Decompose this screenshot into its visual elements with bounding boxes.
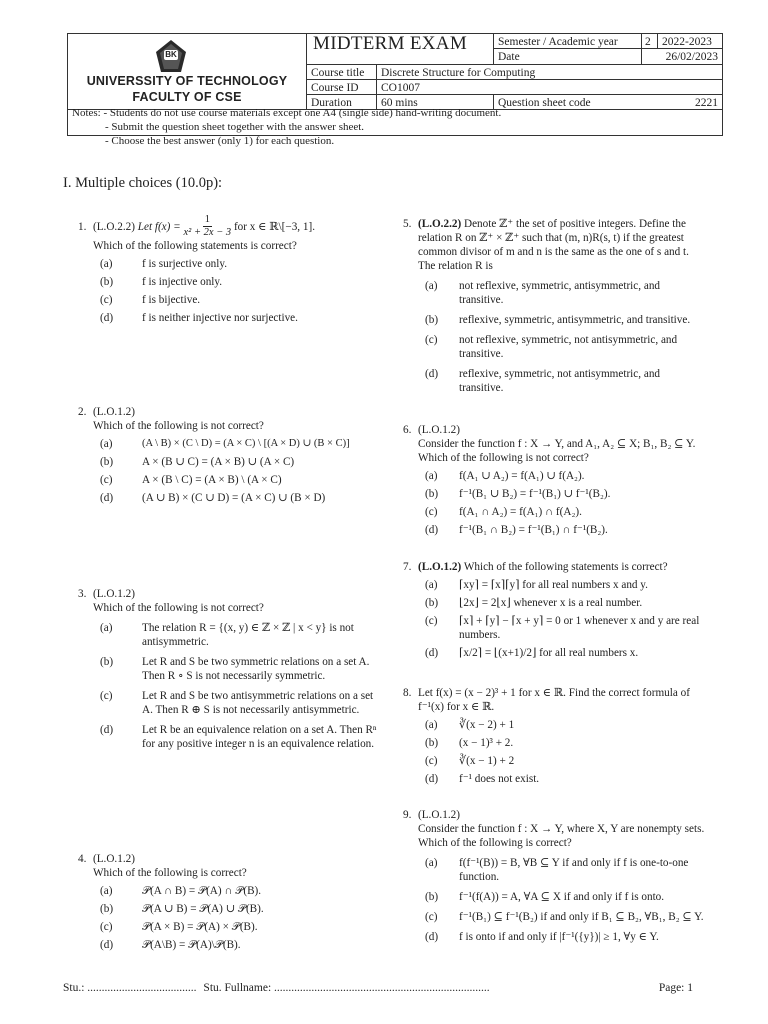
note-line: Notes: - Students do not use course materials except one A4 (single side) hand-writing document.: [72, 107, 502, 119]
option-d: [100, 311, 378, 325]
option-text: f⁻¹ does not exist.: [459, 773, 540, 785]
question-9: [403, 808, 705, 944]
question-3: [78, 587, 378, 751]
question-2: [78, 405, 378, 505]
option-label: (c): [100, 474, 113, 486]
question-stem: Which of the following statements is correct?: [93, 240, 297, 252]
question-number: 5.: [403, 218, 412, 230]
course-title-label: Course title: [306, 64, 376, 79]
question-number: 9.: [403, 809, 412, 821]
question-stem: for x ∈ ℝ\[−3, 1].: [233, 220, 316, 233]
option-text: (A ∪ B) × (C ∪ D) = (A × C) ∪ (B × D): [142, 492, 326, 504]
option-label: (d): [100, 312, 114, 324]
duration-label: Duration: [306, 94, 376, 110]
option-text: f is neither injective nor surjective.: [142, 312, 298, 324]
option-c: [425, 505, 705, 519]
option-label: (c): [100, 921, 113, 933]
option-text: (x − 1)³ + 2.: [459, 737, 514, 749]
question-stem: Denote ℤ⁺ the set of positive integers. Define the relation R on ℤ⁺ × ℤ⁺ such that (m, n)R(s, t) if the greatest common divisor of m and n is the same as the one of s and t. The relation R is: [418, 218, 689, 272]
question-lo: (L.O.1.2): [418, 809, 460, 821]
option-label: (a): [100, 622, 113, 634]
question-stem: Which of the following statements is correct?: [463, 561, 668, 573]
option-text: A × (B ∪ C) = (A × B) ∪ (A × C): [142, 456, 295, 468]
semester-value: 2: [641, 34, 657, 49]
option-b: [425, 736, 705, 750]
option-d: [100, 938, 378, 952]
option-text: f is bijective.: [142, 294, 201, 306]
option-a: [100, 884, 378, 898]
option-label: (a): [425, 579, 438, 591]
option-b: [100, 275, 378, 289]
option-label: (c): [425, 334, 438, 346]
option-b: [425, 313, 705, 327]
option-label: (d): [100, 724, 114, 736]
question-lo: (L.O.1.2): [418, 561, 462, 573]
option-label: (d): [425, 524, 439, 536]
option-label: (b): [100, 276, 114, 288]
option-label: (c): [425, 911, 438, 923]
option-text: A × (B \ C) = (A × B) \ (A × C): [142, 474, 282, 486]
question-lo: (L.O.2.2): [93, 220, 135, 233]
option-label: (b): [425, 891, 439, 903]
option-text: Let R and S be two symmetric relations on a set A. Then R ∘ S is not necessarily symmetric.: [142, 656, 370, 682]
option-text: The relation R = {(x, y) ∈ ℤ × ℤ | x < y} is not antisymmetric.: [142, 622, 354, 648]
option-text: f is surjective only.: [142, 258, 228, 270]
option-label: (b): [425, 314, 439, 326]
option-label: (d): [425, 368, 439, 380]
option-text: ⌈x⌉ + ⌈y⌉ − ⌈x + y⌉ = 0 or 1 whenever x and y are real numbers.: [459, 615, 700, 641]
option-a: [100, 621, 378, 649]
semester-label: Semester / Academic year: [493, 34, 641, 49]
question-4: [78, 852, 378, 952]
student-name-field: Stu. Fullname: ...........................................................................: [203, 982, 490, 994]
question-lo: (L.O.1.2): [93, 853, 135, 865]
option-b: [425, 596, 705, 610]
option-text: 𝒫(A ∪ B) = 𝒫(A) ∪ 𝒫(B).: [142, 903, 264, 915]
question-1: [78, 214, 378, 325]
question-stem: Consider the function f : X → Y, and A₁, A₂ ⊆ X; B₁, B₂ ⊆ Y. Which of the following is not correct?: [418, 438, 696, 464]
question-number: 7.: [403, 561, 412, 573]
option-label: (b): [100, 656, 114, 668]
option-label: (b): [100, 456, 114, 468]
option-a: [425, 279, 705, 307]
option-label: (a): [425, 719, 438, 731]
option-label: (c): [425, 755, 438, 767]
option-text: ∛(x − 2) + 1: [459, 719, 515, 731]
option-c: [425, 333, 705, 361]
question-stem: Which of the following is not correct?: [93, 602, 264, 614]
option-label: (a): [425, 857, 438, 869]
option-a: [425, 856, 705, 884]
question-stem: Let f(x) = (x − 2)³ + 1 for x ∈ ℝ. Find the correct formula of f⁻¹(x) for x ∈ ℝ.: [418, 687, 690, 713]
option-text: f⁻¹(B₁) ⊆ f⁻¹(B₂) if and only if B₁ ⊆ B₂, ∀B₁, B₂ ⊆ Y.: [459, 911, 704, 923]
question-number: 4.: [78, 853, 87, 865]
option-b: [100, 902, 378, 916]
option-b: [100, 655, 378, 683]
option-d: [425, 523, 705, 537]
page-footer: [63, 982, 723, 994]
question-6: [403, 423, 705, 537]
option-text: (A \ B) × (C \ D) = (A × C) \ [(A × D) ∪ (B × C)]: [142, 438, 350, 449]
option-c: [100, 689, 378, 717]
option-label: (d): [100, 939, 114, 951]
option-text: ⌊2x⌋ = 2⌊x⌋ whenever x is a real number.: [459, 597, 643, 609]
option-text: reflexive, symmetric, antisymmetric, and transitive.: [459, 314, 691, 326]
date-label: Date: [493, 49, 641, 64]
option-text: 𝒫(A\B) = 𝒫(A)\𝒫(B).: [142, 939, 241, 951]
qsheet-label: Question sheet code: [493, 94, 641, 110]
fraction-denominator: x² + 2x − 3: [183, 227, 232, 238]
question-lo: (L.O.2.2): [418, 218, 462, 230]
option-label: (b): [425, 597, 439, 609]
option-a: [425, 718, 705, 732]
question-stem: Which of the following is correct?: [93, 867, 247, 879]
option-label: (b): [100, 903, 114, 915]
option-text: reflexive, symmetric, not antisymmetric, and transitive.: [459, 368, 661, 394]
question-7: [403, 560, 705, 660]
option-d: [425, 367, 705, 395]
option-text: ∛(x − 1) + 2: [459, 755, 515, 767]
note-line: - Submit the question sheet together with the answer sheet.: [105, 121, 365, 133]
option-label: (c): [100, 294, 113, 306]
exam-notes: [72, 106, 501, 148]
option-text: Let R be an equivalence relation on a set A. Then Rⁿ for any positive integer n is an equivalence relation.: [142, 724, 377, 750]
option-d: [425, 930, 705, 944]
university-name: UNIVERSSITY OF TECHNOLOGY: [86, 74, 288, 88]
option-b: [425, 890, 705, 904]
option-label: (a): [100, 885, 113, 897]
university-logo: [153, 38, 189, 76]
question-5: [403, 217, 705, 395]
option-text: f(A₁ ∪ A₂) = f(A₁) ∪ f(A₂).: [459, 470, 585, 482]
option-label: (a): [100, 258, 113, 270]
question-number: 6.: [403, 424, 412, 436]
question-stem: Which of the following is not correct?: [93, 420, 264, 432]
student-id-field: Stu.: ......................................: [63, 982, 197, 994]
duration-value: 60 mins: [376, 94, 493, 110]
option-c: [425, 754, 705, 768]
option-text: f is onto if and only if |f⁻¹({y})| ≥ 1, ∀y ∈ Y.: [459, 931, 659, 943]
year-value: 2022-2023: [657, 34, 722, 49]
option-label: (b): [425, 488, 439, 500]
option-text: f(A₁ ∩ A₂) = f(A₁) ∩ f(A₂).: [459, 506, 582, 518]
logo-text: BK: [165, 50, 177, 59]
option-b: [425, 487, 705, 501]
option-a: [100, 437, 378, 451]
fraction: [184, 214, 232, 239]
option-text: 𝒫(A ∩ B) = 𝒫(A) ∩ 𝒫(B).: [142, 885, 262, 897]
course-id-value: CO1007: [376, 79, 722, 94]
option-label: (a): [425, 280, 438, 292]
section-title: I. Multiple choices (10.0p):: [63, 175, 223, 191]
question-stem: Let f(x) =: [137, 220, 181, 233]
option-label: (d): [425, 773, 439, 785]
option-a: [425, 578, 705, 592]
option-label: (c): [425, 615, 438, 627]
option-a: [100, 257, 378, 271]
option-text: not reflexive, symmetric, antisymmetric, and transitive.: [459, 280, 661, 306]
fraction-numerator: 1: [204, 214, 210, 225]
option-text: 𝒫(A × B) = 𝒫(A) × 𝒫(B).: [142, 921, 258, 933]
option-label: (a): [100, 438, 113, 450]
option-text: ⌈xy⌉ = ⌈x⌉⌈y⌉ for all real numbers x and y.: [459, 579, 648, 591]
option-text: f⁻¹(f(A)) = A, ∀A ⊆ X if and only if f is onto.: [459, 891, 665, 903]
question-8: [403, 686, 705, 786]
faculty-name: FACULTY OF CSE: [132, 90, 242, 104]
option-text: Let R and S be two antisymmetric relations on a set A. Then R ⊕ S is not necessarily antisymmetric.: [142, 690, 374, 716]
option-c: [100, 473, 378, 487]
page-number: Page: 1: [658, 982, 693, 994]
question-number: 2.: [78, 406, 87, 418]
option-text: f(f⁻¹(B)) = B, ∀B ⊆ Y if and only if f is one-to-one function.: [459, 857, 689, 883]
option-b: [100, 455, 378, 469]
option-d: [425, 646, 705, 660]
option-label: (a): [425, 470, 438, 482]
option-label: (b): [425, 737, 439, 749]
question-lo: (L.O.1.2): [93, 406, 135, 418]
note-line: - Choose the best answer (only 1) for each question.: [105, 135, 335, 147]
course-title-value: Discrete Structure for Computing: [376, 64, 722, 79]
question-number: 1.: [78, 220, 87, 233]
option-c: [425, 910, 705, 924]
course-id-label: Course ID: [306, 79, 376, 94]
option-a: [425, 469, 705, 483]
qsheet-value: 2221: [641, 94, 722, 110]
option-label: (d): [425, 647, 439, 659]
option-c: [100, 920, 378, 934]
option-label: (c): [100, 690, 113, 702]
option-label: (d): [100, 492, 114, 504]
option-c: [425, 614, 705, 642]
question-number: 3.: [78, 588, 87, 600]
option-d: [425, 772, 705, 786]
question-lo: (L.O.1.2): [418, 424, 460, 436]
option-text: f is injective only.: [142, 276, 223, 288]
question-number: 8.: [403, 687, 412, 699]
question-stem: Consider the function f : X → Y, where X, Y are nonempty sets. Which of the following is correct?: [418, 823, 705, 849]
option-text: f⁻¹(B₁ ∩ B₂) = f⁻¹(B₁) ∩ f⁻¹(B₂).: [459, 524, 608, 536]
option-text: ⌈x/2⌉ = ⌊(x+1)/2⌋ for all real numbers x.: [459, 647, 639, 659]
option-text: not reflexive, symmetric, not antisymmetric, and transitive.: [459, 334, 678, 360]
option-label: (d): [425, 931, 439, 943]
option-d: [100, 491, 378, 505]
option-d: [100, 723, 378, 751]
question-lo: (L.O.1.2): [93, 588, 135, 600]
option-label: (c): [425, 506, 438, 518]
date-value: 26/02/2023: [641, 49, 722, 64]
option-c: [100, 293, 378, 307]
exam-title: MIDTERM EXAM: [306, 34, 493, 64]
option-text: f⁻¹(B₁ ∪ B₂) = f⁻¹(B₁) ∪ f⁻¹(B₂).: [459, 488, 611, 500]
